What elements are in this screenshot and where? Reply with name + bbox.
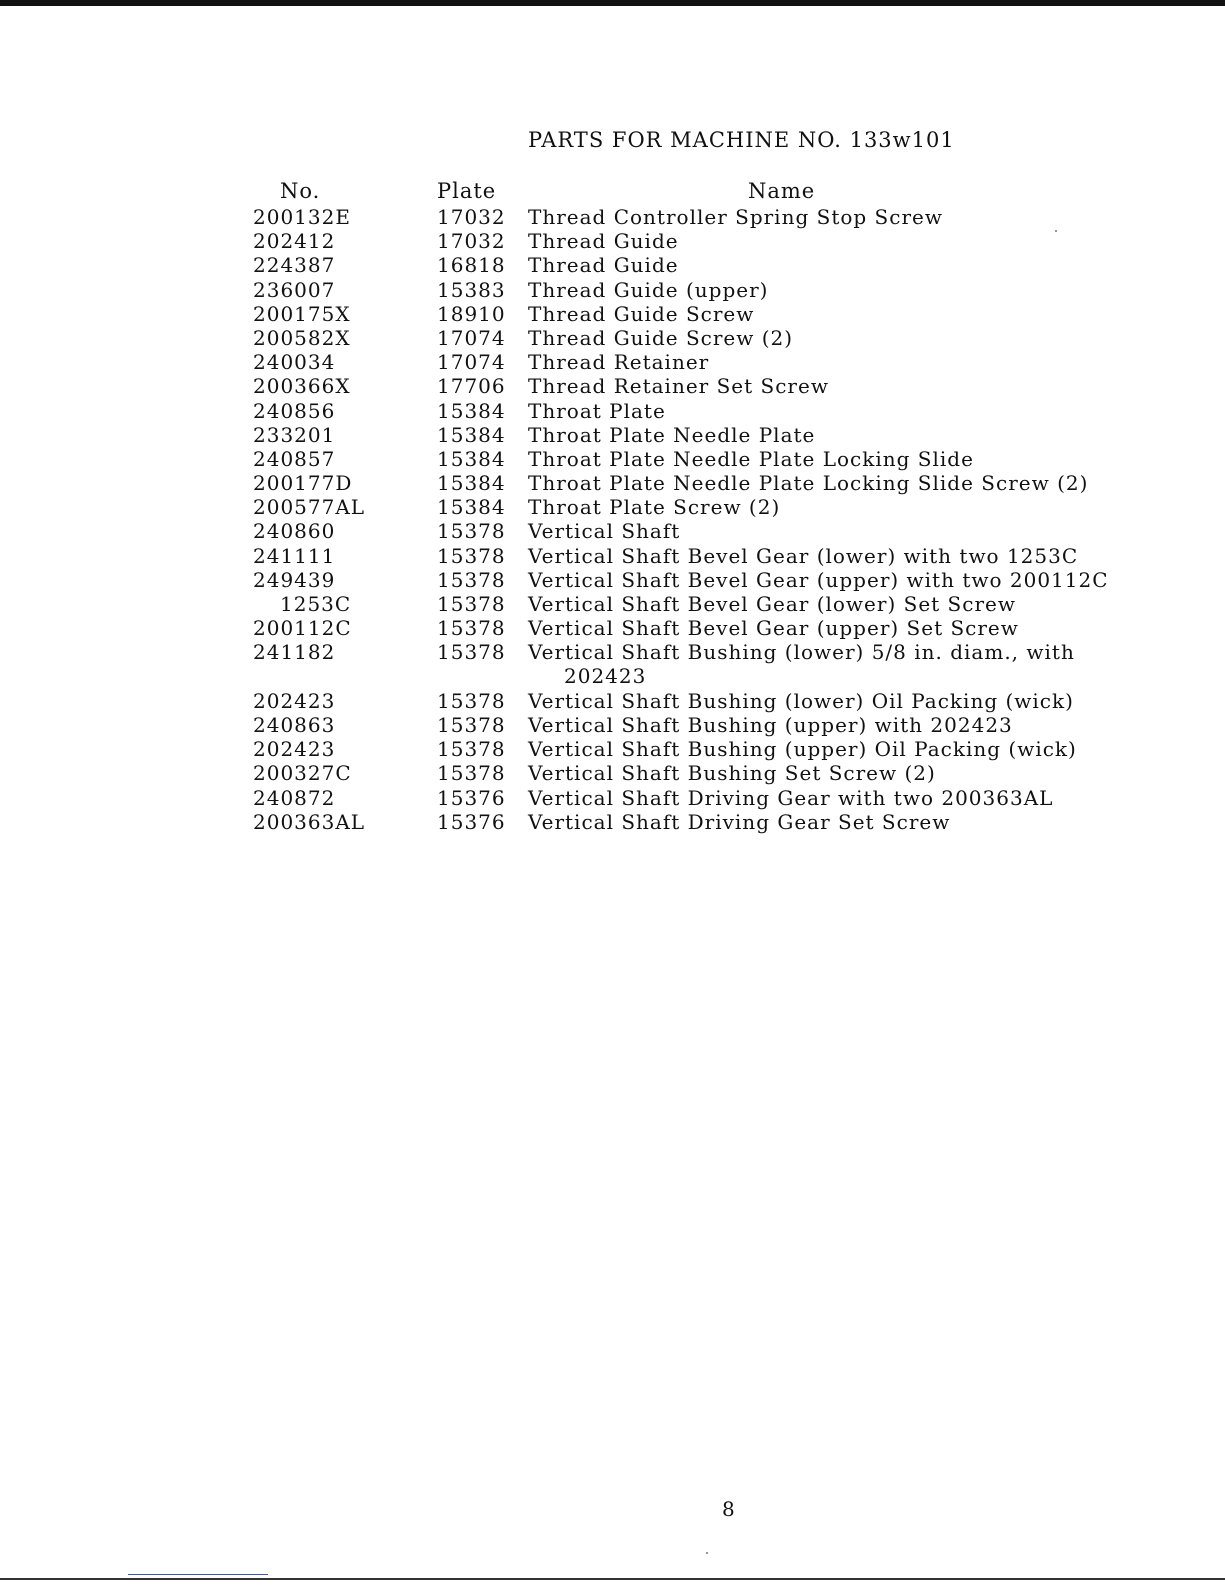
part-name [528,640,1075,688]
table-row [253,495,1213,519]
part-name: Thread Guide (upper) [528,277,769,302]
part-number: 241111 [253,543,336,568]
part-number: 1253C [280,592,352,616]
part-number: 200112C [253,616,352,641]
part-number: 200363AL [253,809,366,834]
part-name: Vertical Shaft [528,519,681,544]
plate-number: 18910 [437,301,506,326]
table-row [253,689,1213,713]
part-number: 240872 [253,785,336,810]
plate-number: 15378 [437,737,506,762]
part-name: Vertical Shaft Bushing (upper) Oil Packing (wick) [528,737,1077,762]
table-row [253,544,1213,568]
plate-number: 15378 [437,616,506,641]
plate-number: 15378 [437,712,506,737]
plate-number: 15378 [437,640,506,665]
part-name: Thread Retainer Set Screw [528,374,829,399]
part-name: Thread Controller Spring Stop Screw [528,205,943,229]
part-number: 200132E [253,205,351,229]
table-row [253,786,1213,810]
table-row [253,350,1213,374]
table-row [253,737,1213,761]
part-number: 202423 [253,737,336,762]
table-row [253,374,1213,398]
top-scan-border [0,0,1225,6]
plate-number: 15384 [437,446,506,471]
part-name: Thread Retainer [528,350,710,375]
table-row [253,471,1213,495]
part-number: 240034 [253,350,336,375]
part-name: Vertical Shaft Bevel Gear (upper) with two 200112C [528,567,1109,592]
part-number: 233201 [253,422,336,447]
part-number: 224387 [253,253,336,278]
plate-number: 15378 [437,761,506,786]
table-row [253,423,1213,447]
scan-speck [1055,230,1057,232]
column-header-name: Name [748,179,816,203]
page-title: PARTS FOR MACHINE NO. 133w101 [528,128,955,152]
table-row [253,278,1213,302]
table-row [253,713,1213,737]
part-name: Vertical Shaft Bushing Set Screw (2) [528,761,936,786]
table-row [253,640,1213,688]
part-number: 236007 [253,277,336,302]
plate-number: 17706 [437,374,506,399]
table-row [253,519,1213,543]
plate-number: 15376 [437,785,506,810]
plate-number: 17074 [437,350,506,375]
plate-number: 17032 [437,229,506,254]
table-row [253,253,1213,277]
part-number: 240863 [253,712,336,737]
column-header-plate: Plate [437,179,497,203]
plate-number: 16818 [437,253,506,278]
table-row [253,616,1213,640]
part-name-continuation: 202423 [564,664,647,689]
plate-number: 15384 [437,398,506,423]
part-number: 241182 [253,640,336,665]
plate-number: 17074 [437,325,506,350]
table-row [253,205,1213,229]
part-number: 249439 [253,567,336,592]
table-row [253,810,1213,834]
part-number: 200582X [253,325,351,350]
table-row [253,326,1213,350]
part-number: 200175X [253,301,351,326]
table-row [253,761,1213,785]
column-header-no: No. [280,179,321,203]
plate-number: 15383 [437,277,506,302]
plate-number: 15378 [437,567,506,592]
table-row [253,592,1213,616]
part-number: 240857 [253,446,336,471]
plate-number: 15378 [437,543,506,568]
table-row [253,229,1213,253]
part-name: Throat Plate Needle Plate Locking Slide [528,446,974,471]
part-name: Vertical Shaft Bevel Gear (upper) Set Screw [528,616,1019,641]
part-number: 202412 [253,229,336,254]
part-name: Vertical Shaft Bushing (lower) Oil Packing (wick) [528,688,1074,713]
part-number: 202423 [253,688,336,713]
table-row [253,568,1213,592]
part-name: Throat Plate Screw (2) [528,495,781,520]
part-name: Thread Guide [528,253,679,278]
part-name: Throat Plate Needle Plate Locking Slide Screw (2) [528,471,1089,496]
part-number: 200177D [253,471,353,496]
part-name: Vertical Shaft Driving Gear Set Screw [528,809,951,834]
part-name: Thread Guide Screw [528,301,755,326]
part-number: 200327C [253,761,352,786]
part-number: 240860 [253,519,336,544]
plate-number: 15384 [437,471,506,496]
scan-speck [706,1552,708,1554]
table-row [253,447,1213,471]
plate-number: 15376 [437,809,506,834]
plate-number: 15384 [437,495,506,520]
plate-number: 15378 [437,592,506,616]
part-number: 200577AL [253,495,366,520]
table-row [253,302,1213,326]
plate-number: 15378 [437,519,506,544]
part-name: Vertical Shaft Driving Gear with two 200363AL [528,785,1054,810]
scan-edge-mark [128,1574,268,1575]
plate-number: 15384 [437,422,506,447]
part-name: Thread Guide [528,229,679,254]
part-name: Throat Plate [528,398,666,423]
part-number: 200366X [253,374,351,399]
table-row [253,399,1213,423]
parts-table [253,205,1213,834]
part-name: Vertical Shaft Bevel Gear (lower) Set Screw [528,592,1016,616]
part-number: 240856 [253,398,336,423]
plate-number: 15378 [437,688,506,713]
bottom-scan-border [0,1578,1225,1580]
part-name: Vertical Shaft Bushing (upper) with 202423 [528,712,1013,737]
part-name-line: Vertical Shaft Bushing (lower) 5/8 in. diam., with [528,640,1075,665]
part-name: Thread Guide Screw (2) [528,325,794,350]
part-name: Vertical Shaft Bevel Gear (lower) with two 1253C [528,543,1079,568]
page-number: 8 [722,1497,735,1521]
plate-number: 17032 [437,205,506,229]
part-name: Throat Plate Needle Plate [528,422,816,447]
